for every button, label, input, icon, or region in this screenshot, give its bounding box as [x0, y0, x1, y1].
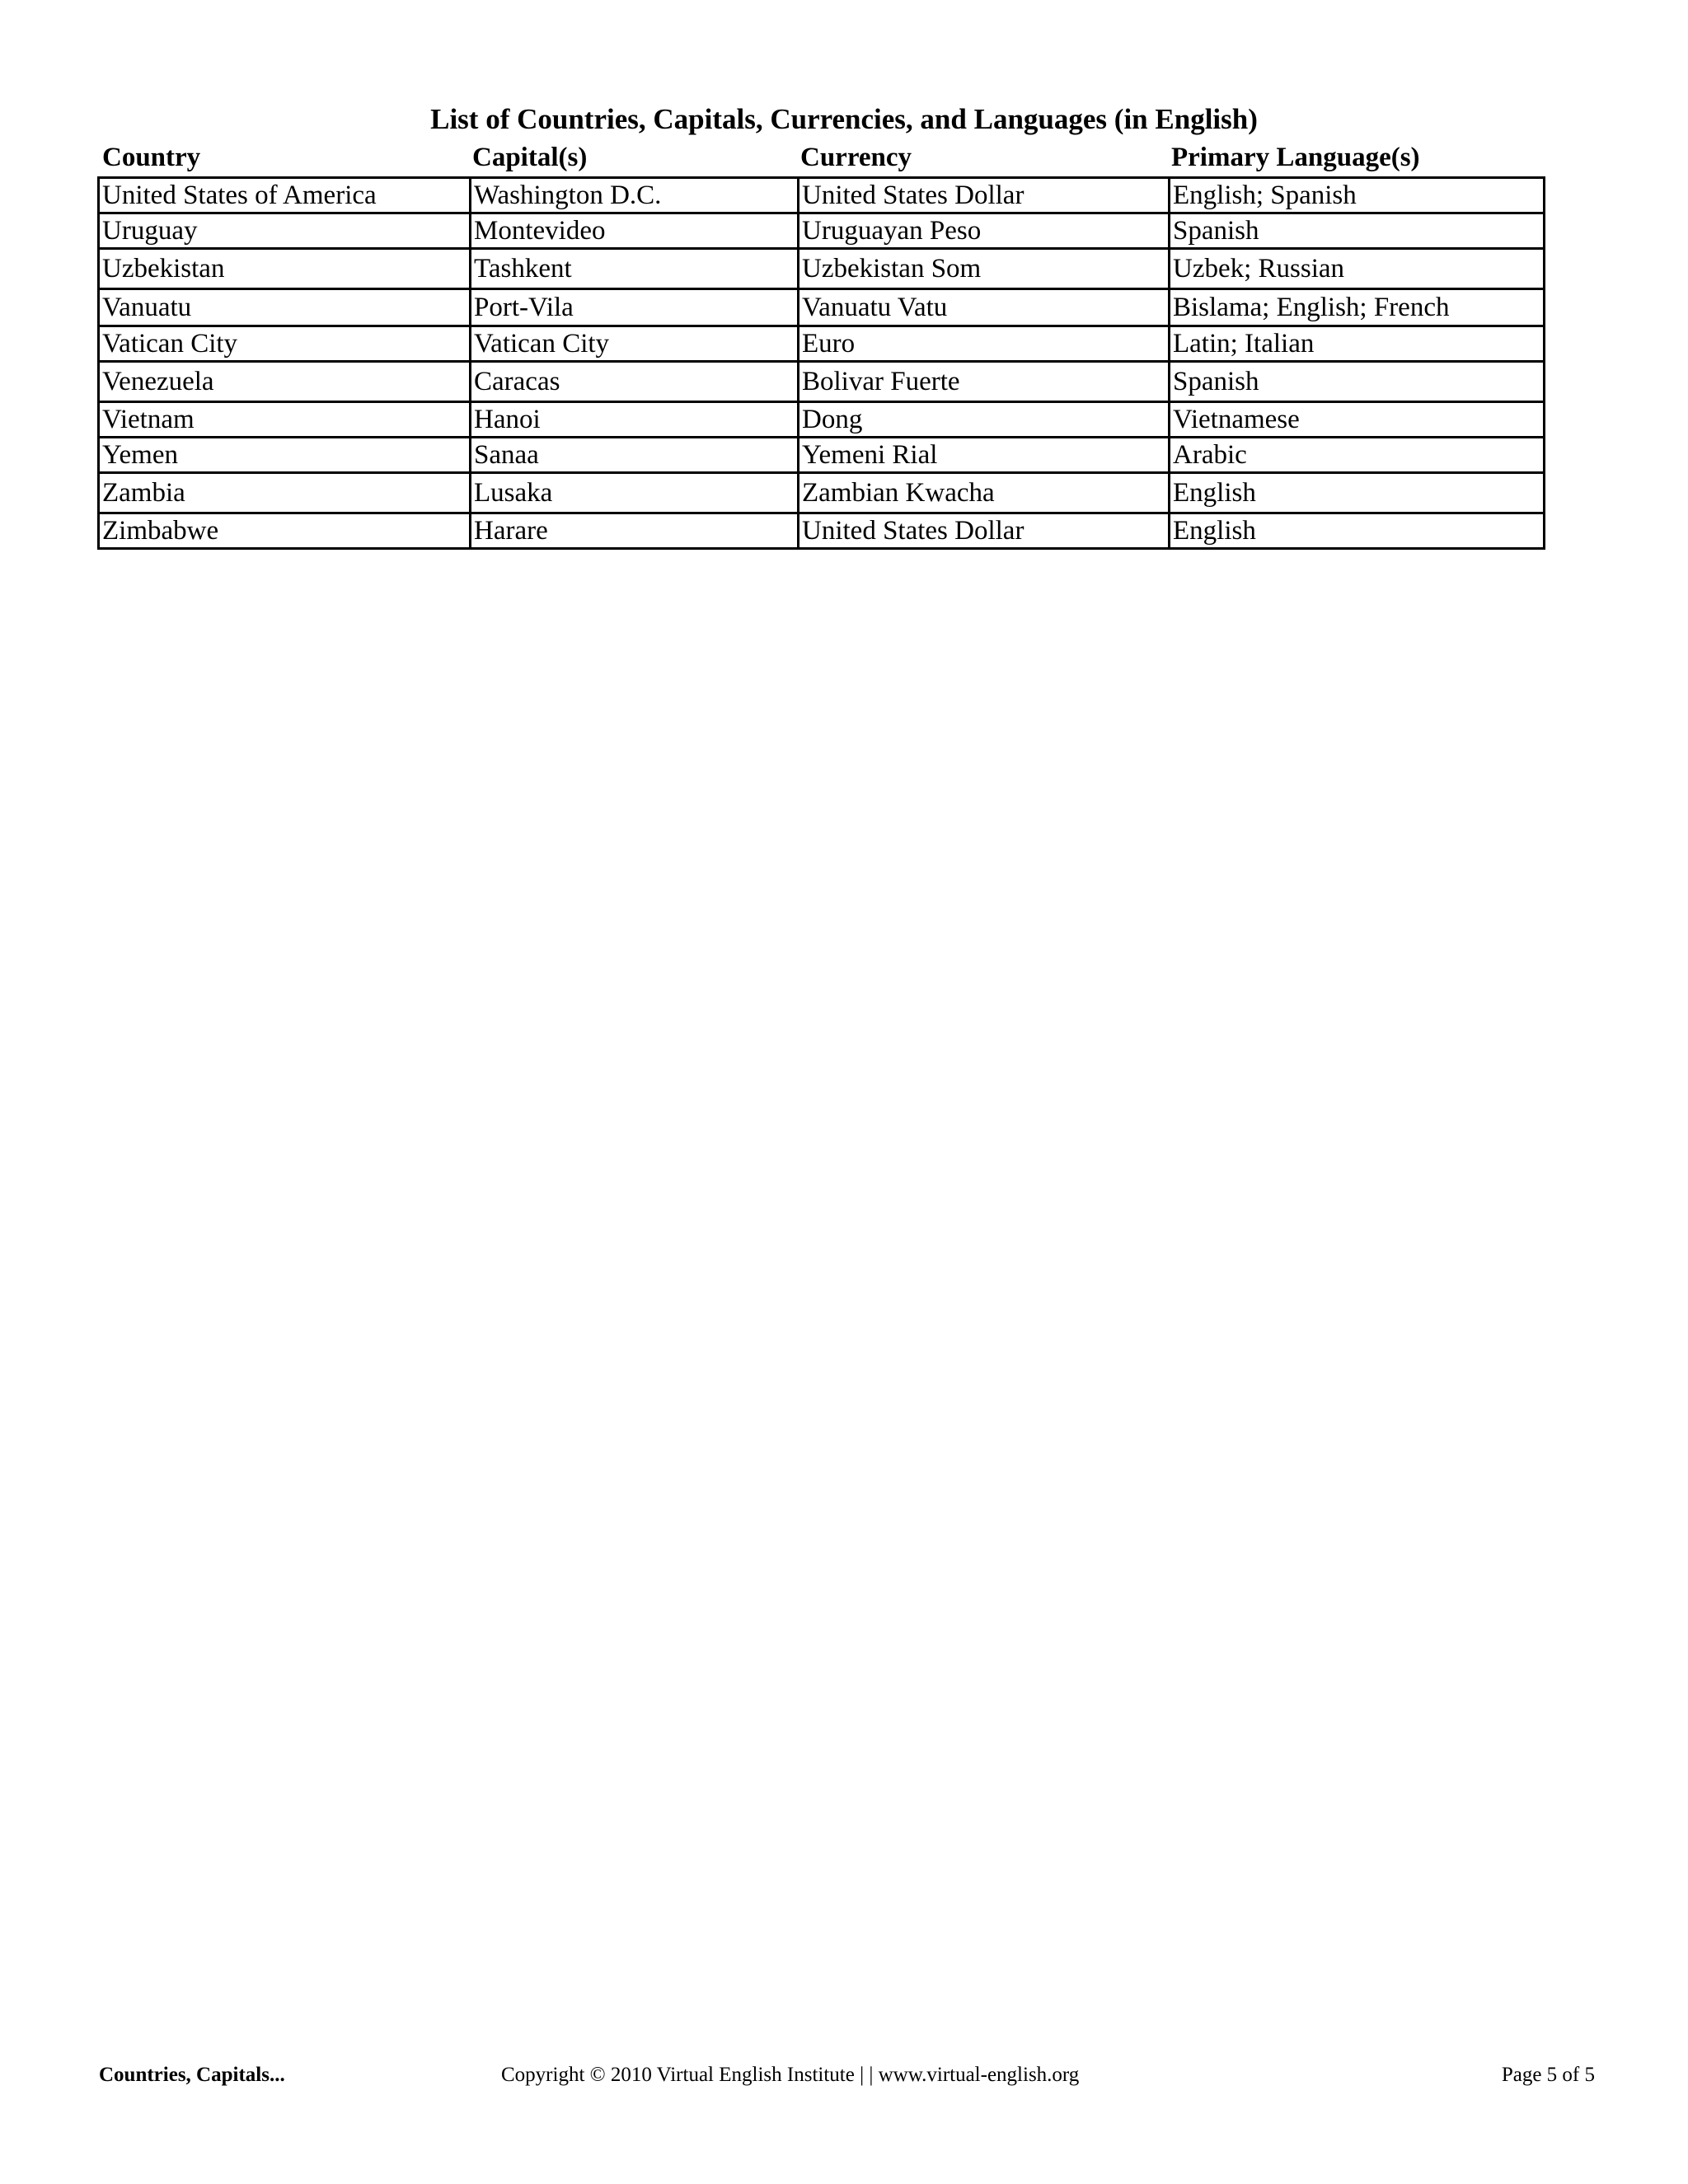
cell-capital: Port-Vila — [471, 289, 799, 326]
cell-country: Uruguay — [99, 213, 471, 249]
cell-currency: United States Dollar — [799, 178, 1170, 213]
cell-currency: Uzbekistan Som — [799, 249, 1170, 289]
column-header-country: Country — [102, 143, 201, 172]
cell-capital: Lusaka — [471, 473, 799, 513]
cell-currency: Uruguayan Peso — [799, 213, 1170, 249]
column-header-capital: Capital(s) — [472, 143, 588, 172]
cell-currency: United States Dollar — [799, 513, 1170, 549]
cell-language: Vietnamese — [1170, 402, 1545, 438]
cell-capital: Washington D.C. — [471, 178, 799, 213]
cell-currency: Euro — [799, 326, 1170, 362]
table-row — [99, 249, 1545, 289]
cell-country: Zimbabwe — [99, 513, 471, 549]
document-title: List of Countries, Capitals, Currencies, and Languages (in English) — [430, 103, 1258, 135]
cell-capital: Tashkent — [471, 249, 799, 289]
cell-currency: Yemeni Rial — [799, 438, 1170, 473]
cell-language: Bislama; English; French — [1170, 289, 1545, 326]
cell-language: English — [1170, 513, 1545, 549]
cell-capital: Montevideo — [471, 213, 799, 249]
cell-capital: Hanoi — [471, 402, 799, 438]
cell-country: Venezuela — [99, 362, 471, 402]
cell-currency: Vanuatu Vatu — [799, 289, 1170, 326]
table-row — [99, 402, 1545, 438]
table-row — [99, 362, 1545, 402]
cell-language: Arabic — [1170, 438, 1545, 473]
footer-short-title: Countries, Capitals... — [99, 2064, 285, 2086]
column-header-language: Primary Language(s) — [1171, 143, 1420, 172]
footer-copyright: Copyright © 2010 Virtual English Institute | | www.virtual-english.org — [501, 2064, 1080, 2086]
cell-language: Latin; Italian — [1170, 326, 1545, 362]
cell-capital: Harare — [471, 513, 799, 549]
cell-country: Vanuatu — [99, 289, 471, 326]
table-row — [99, 178, 1545, 213]
footer-page-number: Page 5 of 5 — [1501, 2064, 1595, 2086]
cell-language: Spanish — [1170, 213, 1545, 249]
table-row — [99, 513, 1545, 549]
cell-currency: Zambian Kwacha — [799, 473, 1170, 513]
cell-language: Spanish — [1170, 362, 1545, 402]
table-row — [99, 473, 1545, 513]
cell-language: English — [1170, 473, 1545, 513]
cell-country: Vatican City — [99, 326, 471, 362]
cell-country: Vietnam — [99, 402, 471, 438]
table-body — [99, 178, 1545, 549]
table-row — [99, 213, 1545, 249]
cell-capital: Sanaa — [471, 438, 799, 473]
table-row — [99, 326, 1545, 362]
cell-language: English; Spanish — [1170, 178, 1545, 213]
cell-capital: Caracas — [471, 362, 799, 402]
cell-country: Yemen — [99, 438, 471, 473]
table-row — [99, 438, 1545, 473]
cell-country: United States of America — [99, 178, 471, 213]
cell-country: Uzbekistan — [99, 249, 471, 289]
column-header-currency: Currency — [800, 143, 912, 172]
cell-language: Uzbek; Russian — [1170, 249, 1545, 289]
cell-currency: Bolivar Fuerte — [799, 362, 1170, 402]
cell-capital: Vatican City — [471, 326, 799, 362]
table-row — [99, 289, 1545, 326]
countries-table — [97, 176, 1545, 550]
cell-country: Zambia — [99, 473, 471, 513]
cell-currency: Dong — [799, 402, 1170, 438]
